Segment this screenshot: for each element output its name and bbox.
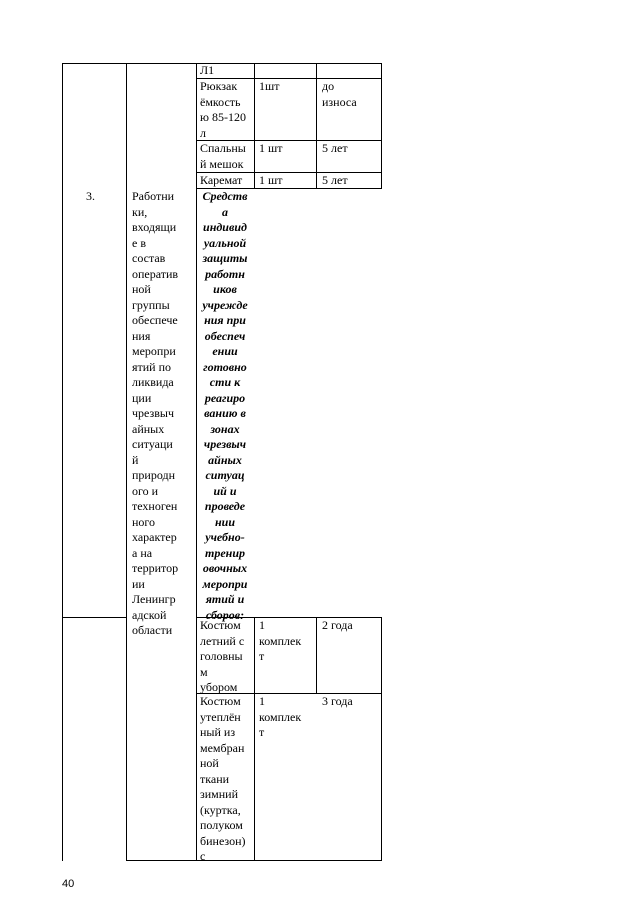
item-term: 5 лет [322,173,348,187]
item-qty: 1шт [259,79,280,93]
table-line [62,63,63,861]
item-name: Рюкзак ёмкость ю 85-120 л [200,79,246,140]
item-term: 2 года [322,618,353,632]
table-line [381,617,382,861]
item-term: 5 лет [322,141,348,155]
section-heading: Средств а индивид уальной защиты работн иков учрежде ния при обеспеч ении готовно сти к реагиро ванию в зонах чрезвыч айных ситуац ий и проведе нии учебно- тренир овочных меропри ятий и сборов: [202,189,248,622]
item-term: до износа [322,79,357,109]
item-name: Костюм утеплён ный из мембран ной ткани зимний (куртка, полуком бинезон) с [200,694,246,863]
table-line [254,63,255,189]
item-term: 3 года [322,694,353,708]
page-number: 40 [62,878,75,890]
item-qty: 1 шт [259,173,283,187]
item-name: Л1 [200,63,215,77]
table-line [316,617,317,694]
table-line [254,617,255,861]
item-name: Каремат [200,173,243,187]
table-line [316,63,317,189]
table-line [381,63,382,189]
row-number: 3. [86,189,95,203]
table-line [126,63,127,861]
item-name: Спальны й мешок [200,141,246,171]
item-qty: 1 комплек т [259,618,302,663]
category-cell: Работни ки, входящи е в состав оператив ной группы обеспече ния меропри ятий по ликвида ции чрезвыч айных ситуаци й природн ого и техноген ного характер а на территор ии Ленингр адской области [132,189,179,637]
item-name: Костюм летний с головны м убором [200,618,245,694]
item-qty: 1 шт [259,141,283,155]
table-line [62,617,126,618]
item-qty: 1 комплек т [259,694,302,739]
